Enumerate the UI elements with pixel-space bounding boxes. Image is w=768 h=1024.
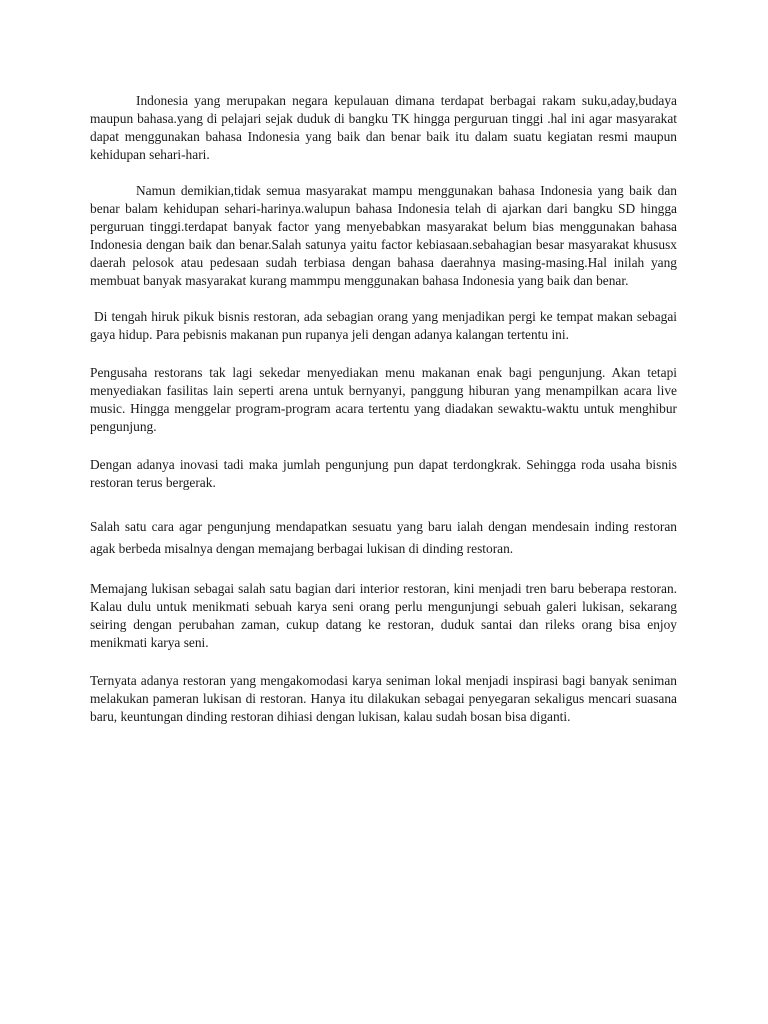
paragraph-6: Salah satu cara agar pengunjung mendapatkan sesuatu yang baru ialah dengan mendesain inding restoran agak berbeda misalnya dengan memajang berbagai lukisan di dinding restoran. xyxy=(90,519,677,556)
paragraph-2: Namun demikian,tidak semua masyarakat mampu menggunakan bahasa Indonesia yang baik dan benar balam kehidupan sehari-harinya.walupun bahasa Indonesia telah di ajarkan dari bangku SD hingga perguruan tinggi.terdapat banyak factor yang menyebabkan masyarakat belum bias menggunakan bahasa Indonesia dengan baik dan benar.Salah satunya yaitu factor kebiasaan.sebahagian besar masyarakat khususx daerah pelosok atau pedesaan sudah terbiasa dengan bahasa daerahnya masing-masing.Hal inilah yang membuat banyak masyarakat kurang mammpu menggunakan bahasa Indonesia yang baik dan benar. xyxy=(90,183,677,288)
paragraph-5: Dengan adanya inovasi tadi maka jumlah pengunjung pun dapat terdongkrak. Sehingga roda usaha bisnis restoran terus bergerak. xyxy=(90,457,677,490)
document-body xyxy=(90,92,677,726)
paragraph-7: Memajang lukisan sebagai salah satu bagian dari interior restoran, kini menjadi tren baru beberapa restoran. Kalau dulu untuk menikmati sebuah karya seni orang perlu mengunjungi sebuah galeri lukisan, sekarang seiring dengan perubahan zaman, cukup datang ke restoran, duduk santai dan rileks orang bisa enjoy menikmati karya seni. xyxy=(90,581,677,650)
paragraph-8: Ternyata adanya restoran yang mengakomodasi karya seniman lokal menjadi inspirasi bagi banyak seniman melakukan pameran lukisan di restoran. Hanya itu dilakukan sebagai penyegaran sekaligus mencari suasana baru, keuntungan dinding restoran dihiasi dengan lukisan, kalau sudah bosan bisa diganti. xyxy=(90,673,677,724)
paragraph-4: Pengusaha restorans tak lagi sekedar menyediakan menu makanan enak bagi pengunjung. Akan tetapi menyediakan fasilitas lain seperti arena untuk bernyanyi, panggung hiburan yang menampilkan acara live music. Hingga menggelar program-program acara tertentu yang diadakan sewaktu-waktu untuk menghibur pengunjung. xyxy=(90,365,677,434)
paragraph-3: Di tengah hiruk pikuk bisnis restoran, ada sebagian orang yang menjadikan pergi ke tempat makan sebagai gaya hidup. Para pebisnis makanan pun rupanya jeli dengan adanya kalangan tertentu ini. xyxy=(90,309,677,342)
paragraph-1: Indonesia yang merupakan negara kepulauan dimana terdapat berbagai rakam suku,aday,budaya maupun bahasa.yang di pelajari sejak duduk di bangku TK hingga perguruan tinggi .hal ini agar masyarakat dapat menggunakan bahasa Indonesia yang baik dan benar baik itu dalam suatu kegiatan resmi maupun kehidupan sehari-hari. xyxy=(90,93,677,162)
